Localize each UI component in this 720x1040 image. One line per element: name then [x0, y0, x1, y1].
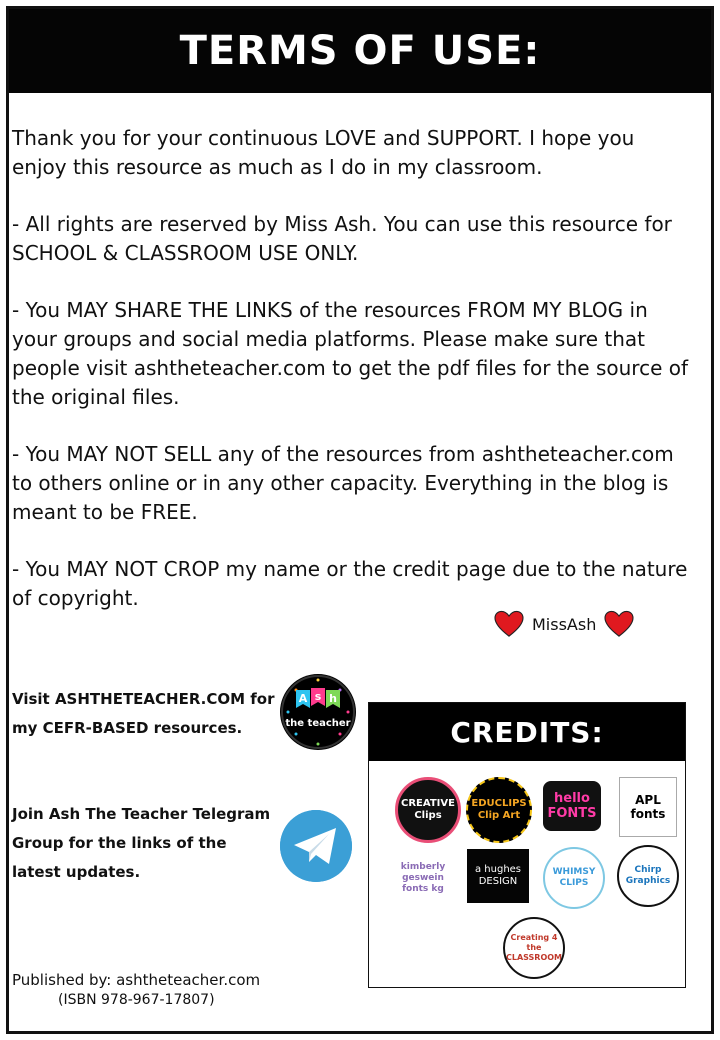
credit-logo-hello-fonts[interactable]: hello FONTS — [543, 781, 601, 831]
page-title: TERMS OF USE: — [9, 9, 711, 93]
credits-box — [368, 702, 686, 988]
credits-title: CREDITS: — [369, 703, 685, 761]
ash-logo-sub: the teacher — [285, 718, 351, 729]
signature-text: MissAsh — [532, 614, 597, 634]
credit-logo-kimberly-geswein[interactable]: kimberly geswein fonts kg — [391, 855, 455, 901]
credit-logo-educlips[interactable]: EDUCLIPS Clip Art — [466, 777, 532, 843]
signature — [494, 610, 634, 638]
footer-isbn: (ISBN 978-967-17807) — [58, 992, 215, 1008]
telegram-plane-icon — [280, 810, 352, 882]
promo-join-text: Join Ash The Teacher Telegram Group for the links of the latest updates. — [12, 805, 271, 881]
ash-logo-graphic — [280, 674, 356, 750]
paragraph-no-sell: - You MAY NOT SELL any of the resources from ashtheteacher.com to others online or in any other capacity. Everything in the blog is meant to be FREE. — [12, 442, 674, 524]
ash-the-teacher-logo[interactable] — [280, 674, 356, 750]
credit-logo-creative-clips[interactable]: CREATIVE Clips — [395, 777, 461, 843]
telegram-icon[interactable] — [280, 810, 352, 882]
footer — [12, 970, 260, 1010]
heart-icon — [494, 610, 524, 638]
promo-visit-text: Visit ASHTHETEACHER.COM for my CEFR-BASED resources. — [12, 690, 275, 737]
credit-logo-creating-4-the-classroom[interactable]: Creating 4 the CLASSROOM — [503, 917, 565, 979]
ash-logo-letter-s: s — [314, 690, 322, 703]
paragraph-share: - You MAY SHARE THE LINKS of the resources FROM MY BLOG in your groups and social media platforms. Please make sure that people visit ashtheteacher.com to get the pdf files for the source of the original files. — [12, 298, 689, 409]
terms-body — [12, 124, 692, 641]
paragraph-thanks: Thank you for your continuous LOVE and SUPPORT. I hope you enjoy this resource as much as I do in my classroom. — [12, 126, 635, 179]
ash-logo-letter-h: h — [329, 692, 337, 705]
credit-logo-chirp-graphics[interactable]: Chirp Graphics — [617, 845, 679, 907]
ash-logo-letter-a: A — [298, 692, 308, 705]
paragraph-rights: - All rights are reserved by Miss Ash. You can use this resource for SCHOOL & CLASSROOM USE ONLY. — [12, 212, 672, 265]
footer-published: Published by: ashtheteacher.com — [12, 971, 261, 989]
credit-logo-a-hughes-design[interactable]: a hughes DESIGN — [467, 849, 529, 903]
credit-logo-whimsy-clips[interactable]: WHIMSY CLIPS — [543, 847, 605, 909]
paragraph-no-crop: - You MAY NOT CROP my name or the credit page due to the nature of copyright. — [12, 557, 688, 610]
credit-logo-apl-fonts[interactable]: APL fonts — [619, 777, 677, 837]
heart-icon — [604, 610, 634, 638]
